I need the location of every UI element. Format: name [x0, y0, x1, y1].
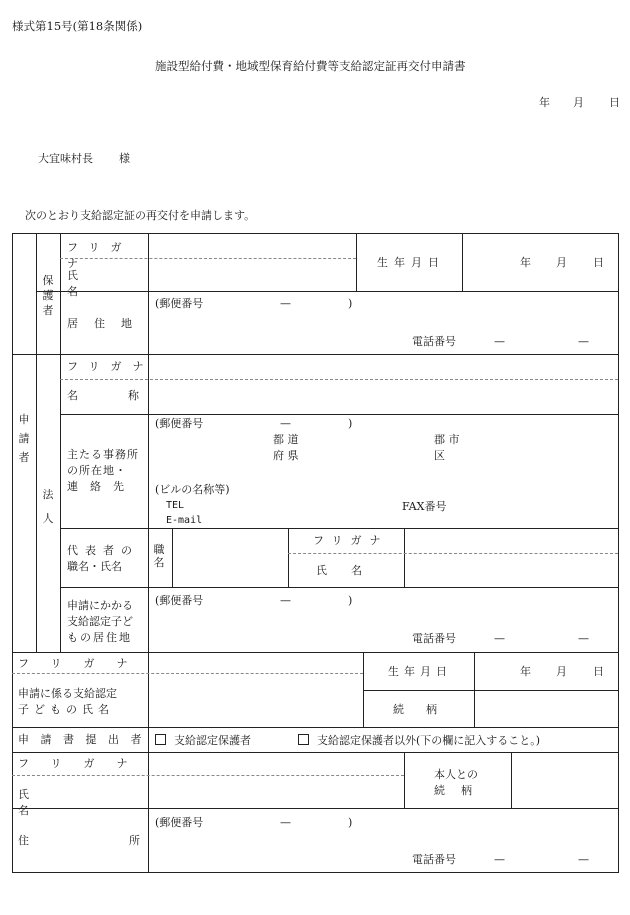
- corp-rep-label-2: 職名・氏名: [67, 560, 122, 573]
- corp-rep-title-label: 職名: [153, 543, 165, 569]
- corp-furigana-label: フリガナ: [67, 360, 155, 373]
- corp-building-label: (ビルの名称等): [155, 483, 230, 496]
- submitter-name-label: 氏名: [18, 788, 129, 817]
- guardian-residence-label: 居住地: [67, 317, 148, 330]
- honorific: 様: [119, 152, 130, 165]
- checkbox-guardian[interactable]: [155, 734, 166, 745]
- guardian-furigana-label: フリガナ: [67, 241, 133, 270]
- submitter-postal-label: (郵便番号: [155, 816, 204, 829]
- submitter-postal-dash: —: [280, 816, 291, 829]
- submitter-phone-dash1: —: [494, 853, 505, 866]
- corp-postal-dash: —: [280, 417, 291, 430]
- intro-text: 次のとおり支給認定証の再交付を申請します。: [25, 209, 256, 222]
- submitter-furigana-label: フリガナ: [18, 757, 150, 770]
- corp-child-phone-dash2: —: [578, 632, 589, 645]
- date-month-label: 月: [573, 96, 584, 109]
- child-birthdate-label: 生年月日: [388, 665, 452, 678]
- date-day-label: 日: [609, 96, 620, 109]
- corp-child-postal-close: ): [348, 594, 353, 607]
- corp-name-label: 名称: [67, 389, 189, 402]
- corp-postal-label: (郵便番号: [155, 417, 204, 430]
- corp-child-postal-label: (郵便番号: [155, 594, 204, 607]
- corp-child-addr-label-1: 申請にかかる: [67, 599, 133, 612]
- option-other-label: 支給認定保護者以外(下の欄に記入すること。): [317, 734, 541, 747]
- corp-office-label-2: の所在地・: [67, 464, 127, 477]
- addressee: 大宜味村長: [38, 152, 93, 165]
- submitter-label: 申請書提出者: [18, 733, 153, 746]
- corp-gunshi: 郡 市: [434, 433, 460, 446]
- guardian-birth-year: 年: [520, 256, 531, 269]
- corp-tel-label: TEL: [166, 500, 185, 511]
- submitter-postal-close: ): [348, 816, 353, 829]
- guardian-postal-label: (郵便番号: [155, 297, 204, 310]
- submitter-phone-label: 電話番号: [412, 853, 456, 866]
- guardian-phone-dash2: —: [578, 335, 589, 348]
- date-year-label: 年: [539, 96, 550, 109]
- submitter-option-other[interactable]: [298, 734, 540, 746]
- child-relation-label: 続柄: [393, 703, 459, 716]
- corp-fuken: 府 県: [273, 449, 299, 462]
- corp-ku: 区: [434, 449, 445, 462]
- corp-rep-label-1: 代表者の: [67, 544, 139, 557]
- corp-office-label-1: 主たる事務所: [67, 448, 139, 461]
- guardian-label: 保護者: [42, 274, 54, 317]
- child-birth-year: 年: [520, 665, 531, 678]
- submitter-relation-label-1: 本人との: [434, 768, 478, 781]
- corp-postal-close: ): [348, 417, 353, 430]
- corp-child-addr-label-3: もの居住地: [67, 631, 132, 644]
- page-title: 施設型給付費・地域型保育給付費等支給認定証再交付申請書: [155, 59, 466, 73]
- guardian-birth-month: 月: [556, 256, 567, 269]
- child-birth-month: 月: [556, 665, 567, 678]
- child-name-label-1: 申請に係る支給認定: [18, 687, 117, 700]
- guardian-phone-label: 電話番号: [412, 335, 456, 348]
- form-number: 様式第15号(第18条関係): [12, 19, 143, 33]
- corp-rep-furigana-label: フリガナ: [313, 534, 389, 547]
- child-birth-day: 日: [593, 665, 604, 678]
- child-furigana-label: フリガナ: [18, 657, 150, 670]
- corp-todo: 都 道: [273, 433, 299, 446]
- submitter-phone-dash2: —: [578, 853, 589, 866]
- corp-child-postal-dash: —: [280, 594, 291, 607]
- option-guardian-label: 支給認定保護者: [174, 734, 251, 747]
- corp-office-label-3: 連絡先: [67, 480, 136, 493]
- corp-child-phone-label: 電話番号: [412, 632, 456, 645]
- child-name-label-2: 子どもの氏名: [18, 703, 114, 716]
- corporation-label: 法人: [42, 488, 54, 525]
- guardian-birth-day: 日: [593, 256, 604, 269]
- corp-rep-name-label: 氏名: [316, 564, 386, 577]
- submitter-relation-label-2: 続柄: [434, 784, 488, 797]
- checkbox-other[interactable]: [298, 734, 309, 745]
- guardian-name-label: 氏名: [67, 269, 128, 298]
- guardian-postal-dash: —: [280, 297, 291, 310]
- submitter-option-guardian[interactable]: [155, 734, 251, 746]
- applicant-label: 申請者: [18, 413, 30, 464]
- guardian-phone-dash1: —: [494, 335, 505, 348]
- corp-email-label: E-mail: [166, 515, 203, 526]
- corp-child-phone-dash1: —: [494, 632, 505, 645]
- guardian-postal-close: ): [348, 297, 353, 310]
- submitter-address-label: 住所: [18, 834, 240, 847]
- corp-child-addr-label-2: 支給認定子ど: [67, 615, 133, 628]
- guardian-birthdate-label: 生年月日: [377, 256, 445, 269]
- corp-fax-label: FAX番号: [402, 500, 447, 513]
